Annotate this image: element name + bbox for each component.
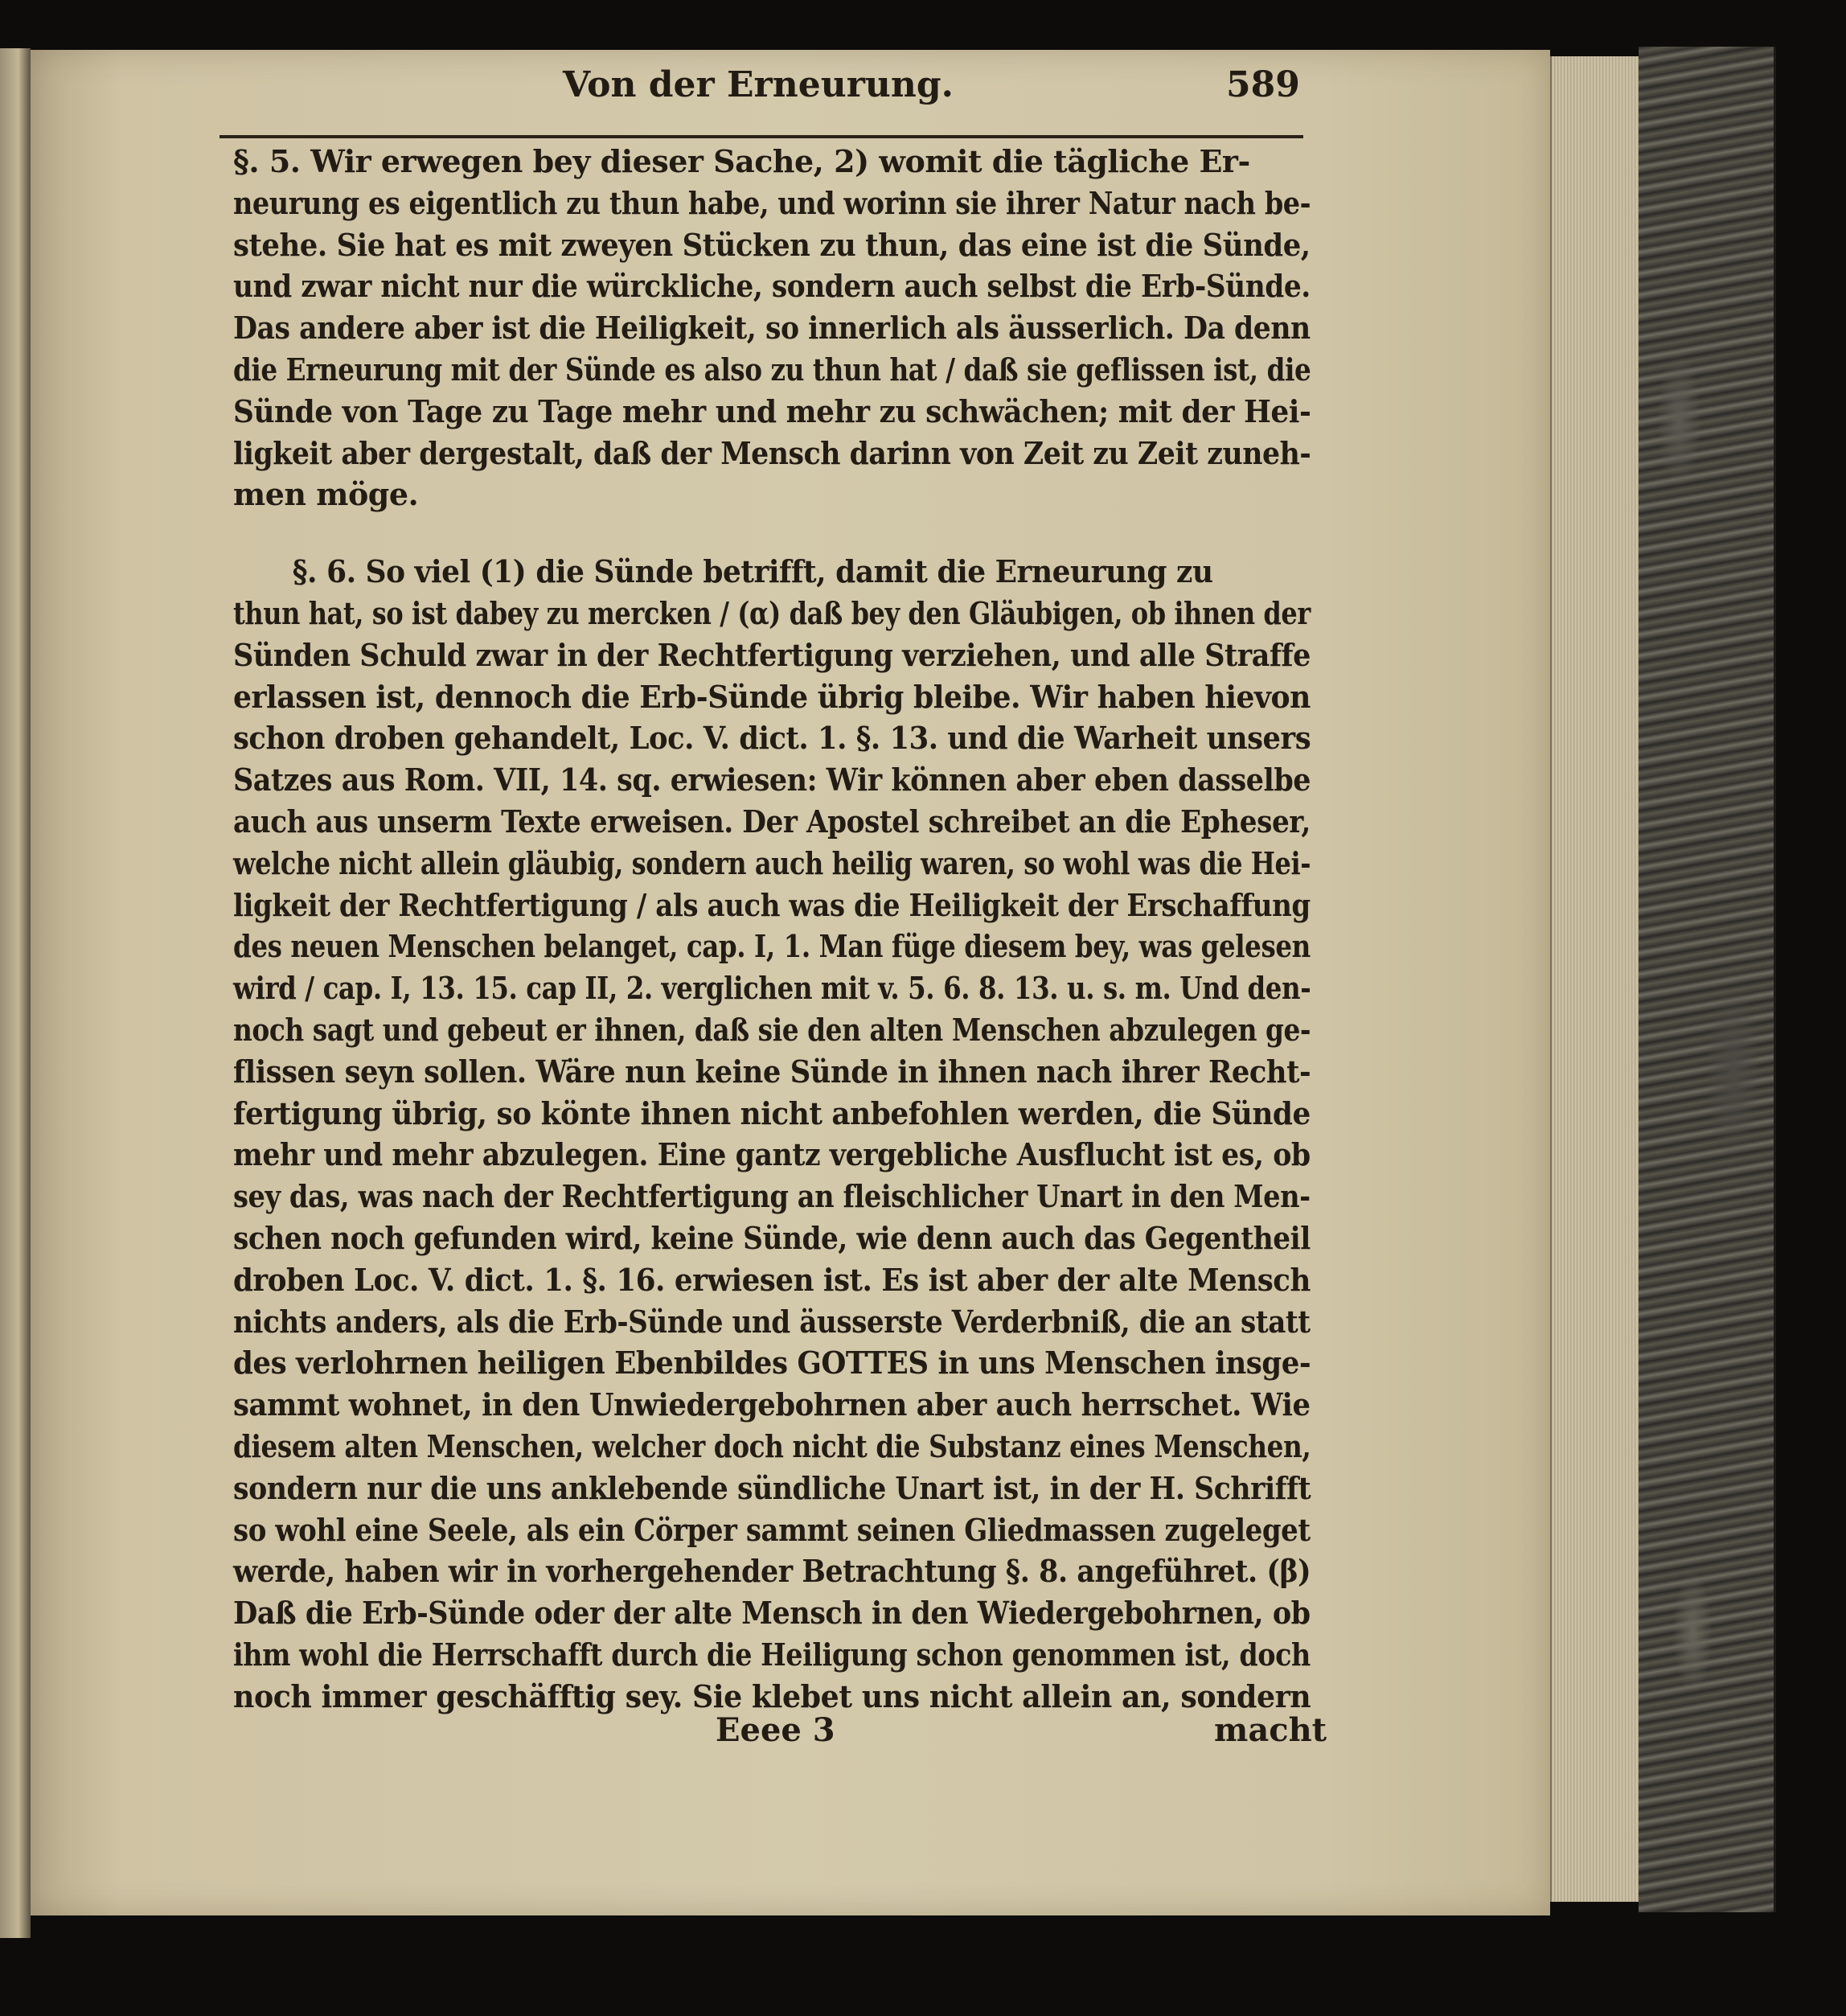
signature-mark: Eeee 3 <box>716 1711 835 1749</box>
text-line: des verlohrnen heiligen Ebenbildes GOTTES in uns Menschen insge- <box>233 1345 1311 1382</box>
header-rule <box>219 135 1303 138</box>
text-line: stehe. Sie hat es mit zweyen Stücken zu thun, das eine ist die Sünde, <box>233 226 1311 263</box>
text-line: welche nicht allein gläubig, sondern auch heilig waren, so wohl was die Hei- <box>233 844 1311 881</box>
text-line: noch immer geschäfftig sey. Sie klebet uns nicht allein an, sondern <box>233 1677 1311 1714</box>
text-line: droben Loc. V. dict. 1. §. 16. erwiesen ist. Es ist aber der alte Mensch <box>233 1261 1311 1298</box>
text-line: sondern nur die uns anklebende sündliche Unart ist, in der H. Schrifft <box>233 1469 1311 1506</box>
page-number: 589 <box>1226 64 1300 105</box>
text-line: neurung es eigentlich zu thun habe, und worinn sie ihrer Natur nach be- <box>233 184 1311 221</box>
text-line: §. 6. So viel (1) die Sünde betrifft, damit die Erneurung zu <box>292 553 1213 590</box>
text-line: Sünde von Tage zu Tage mehr und mehr zu schwächen; mit der Hei- <box>233 392 1311 429</box>
text-line: des neuen Menschen belanget, cap. I, 1. Man füge diesem bey, was gelesen <box>233 928 1311 965</box>
text-line: men möge. <box>233 476 419 513</box>
text-line: Sünden Schuld zwar in der Rechtfertigung verziehen, und alle Straffe <box>233 636 1311 673</box>
text-line: Das andere aber ist die Heiligkeit, so innerlich als äusserlich. Da denn <box>233 310 1311 347</box>
text-line: auch aus unserm Texte erweisen. Der Apostel schreibet an die Epheser, <box>233 803 1311 840</box>
text-line: noch sagt und gebeut er ihnen, daß sie den alten Menschen abzulegen ge- <box>233 1012 1311 1048</box>
text-line: §. 5. Wir erwegen bey dieser Sache, 2) womit die tägliche Er- <box>233 143 1250 179</box>
text-line: wird / cap. I, 13. 15. cap II, 2. verglichen mit v. 5. 6. 8. 13. u. s. m. Und den- <box>233 970 1311 1007</box>
text-line: ligkeit der Rechtfertigung / als auch was die Heiligkeit der Erschaffung <box>233 886 1311 923</box>
text-line: fertigung übrig, so könte ihnen nicht anbefohlen werden, die Sünde <box>233 1094 1311 1131</box>
text-line: sammt wohnet, in den Unwiedergebohrnen aber auch herrschet. Wie <box>233 1386 1311 1423</box>
text-line: die Erneurung mit der Sünde es also zu thun hat / daß sie geflissen ist, die <box>233 351 1311 388</box>
text-line: schen noch gefunden wird, keine Sünde, wie denn auch das Gegentheil <box>233 1220 1311 1256</box>
text-line: nichts anders, als die Erb-Sünde und äusserste Verderbniß, die an statt <box>233 1303 1311 1340</box>
running-head: Von der Erneurung. <box>563 64 954 105</box>
text-line: erlassen ist, dennoch die Erb-Sünde übrig bleibe. Wir haben hievon <box>233 678 1311 715</box>
text-line: mehr und mehr abzulegen. Eine gantz vergebliche Ausflucht ist es, ob <box>233 1136 1311 1173</box>
text-line: diesem alten Menschen, welcher doch nicht die Substanz eines Menschen, <box>233 1428 1311 1464</box>
page-block-edge <box>1550 56 1640 1902</box>
text-line: flissen seyn sollen. Wäre nun keine Sünde in ihnen nach ihrer Recht- <box>233 1053 1311 1090</box>
body-text <box>233 143 1311 1776</box>
text-line: schon droben gehandelt, Loc. V. dict. 1. §. 13. und die Warheit unsers <box>233 720 1311 757</box>
text-line: und zwar nicht nur die würckliche, sondern auch selbst die Erb-Sünde. <box>233 268 1311 305</box>
left-page-edge <box>0 48 31 1938</box>
text-line: sey das, was nach der Rechtfertigung an fleischlicher Unart in den Men- <box>233 1178 1311 1215</box>
text-line: Daß die Erb-Sünde oder der alte Mensch in den Wiedergebohrnen, ob <box>233 1595 1311 1632</box>
catchword: macht <box>1214 1711 1327 1749</box>
text-line: so wohl eine Seele, als ein Cörper sammt seinen Gliedmassen zugeleget <box>233 1511 1311 1548</box>
text-line: ligkeit aber dergestalt, daß der Mensch darinn von Zeit zu Zeit zuneh- <box>233 434 1311 471</box>
text-line: ihm wohl die Herrschafft durch die Heiligung schon genommen ist, doch <box>233 1636 1311 1673</box>
marbled-cover-board <box>1639 47 1776 1912</box>
text-line: thun hat, so ist dabey zu mercken / (α) daß bey den Gläubigen, ob ihnen der <box>233 595 1311 631</box>
text-line: werde, haben wir in vorhergehender Betrachtung §. 8. angeführet. (β) <box>233 1553 1311 1590</box>
text-line: Satzes aus Rom. VII, 14. sq. erwiesen: Wir können aber eben dasselbe <box>233 762 1311 799</box>
